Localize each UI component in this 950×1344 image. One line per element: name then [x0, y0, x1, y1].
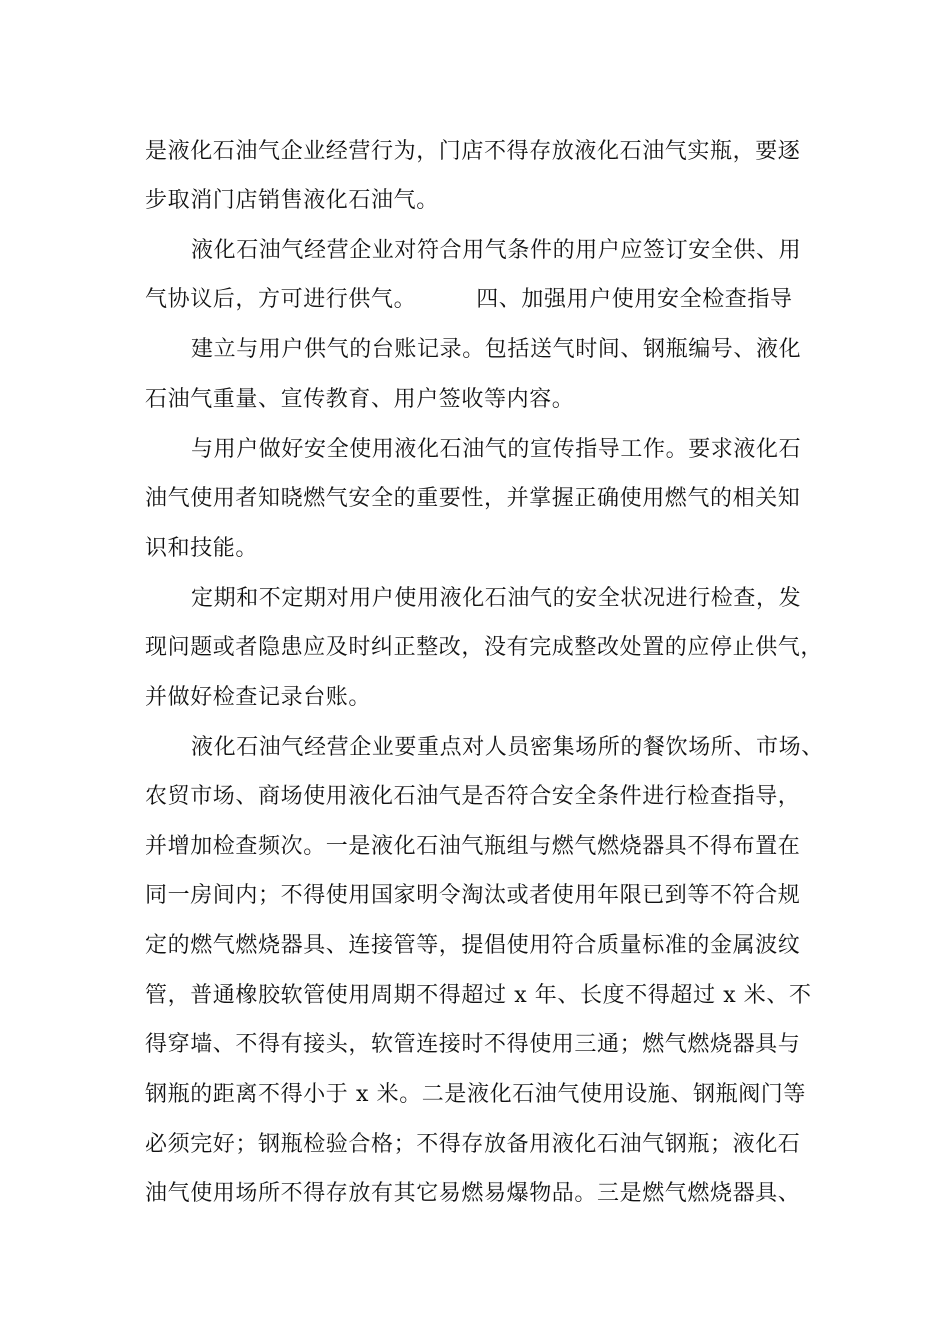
text-line: 定期和不定期对用户使用液化石油气的安全状况进行检查，发 — [191, 586, 802, 611]
text-line: 现问题或者隐患应及时纠正整改，没有完成整改处置的应停止供气， — [145, 635, 824, 660]
text-line: 油气使用场所不得存放有其它易燃易爆物品。三是燃气燃烧器具、 — [145, 1181, 801, 1206]
text-line: 步取消门店销售液化石油气。 — [145, 188, 439, 213]
text-line: 油气使用者知晓燃气安全的重要性，并掌握正确使用燃气的相关知 — [145, 486, 801, 511]
text-line: 是液化石油气企业经营行为，门店不得存放液化石油气实瓶，要逐 — [145, 139, 801, 164]
text-line: 管，普通橡胶软管使用周期不得超过 x 年、长度不得超过 x 米、不 — [145, 983, 812, 1008]
text-line: 钢瓶的距离不得小于 x 米。二是液化石油气使用设施、钢瓶阀门等 — [145, 1082, 806, 1107]
text-line: 定的燃气燃烧器具、连接管等，提倡使用符合质量标准的金属波纹 — [145, 933, 801, 958]
text-line — [145, 286, 793, 314]
text-line: 石油气重量、宣传教育、用户签收等内容。 — [145, 387, 575, 412]
text-line: 并做好检查记录台账。 — [145, 685, 372, 710]
section-heading: 四、加强用户使用安全检查指导 — [476, 287, 793, 312]
text-line: 并增加检查频次。一是液化石油气瓶组与燃气燃烧器具不得布置在 — [145, 834, 801, 859]
text-line: 农贸市场、商场使用液化石油气是否符合安全条件进行检查指导， — [145, 784, 801, 809]
text-line: 与用户做好安全使用液化石油气的宣传指导工作。要求液化石 — [191, 437, 802, 462]
text-line: 液化石油气经营企业要重点对人员密集场所的餐饮场所、市场、 — [191, 735, 824, 760]
text-segment: 气协议后，方可进行供气。 — [145, 287, 417, 312]
text-line: 识和技能。 — [145, 536, 259, 561]
text-line: 液化石油气经营企业对符合用气条件的用户应签订安全供、用 — [191, 238, 802, 263]
text-line: 同一房间内；不得使用国家明令淘汰或者使用年限已到等不符合规 — [145, 883, 801, 908]
text-line: 得穿墙、不得有接头，软管连接时不得使用三通；燃气燃烧器具与 — [145, 1032, 801, 1057]
text-line: 必须完好；钢瓶检验合格；不得存放备用液化石油气钢瓶；液化石 — [145, 1132, 801, 1157]
text-line: 建立与用户供气的台账记录。包括送气时间、钢瓶编号、液化 — [191, 337, 802, 362]
